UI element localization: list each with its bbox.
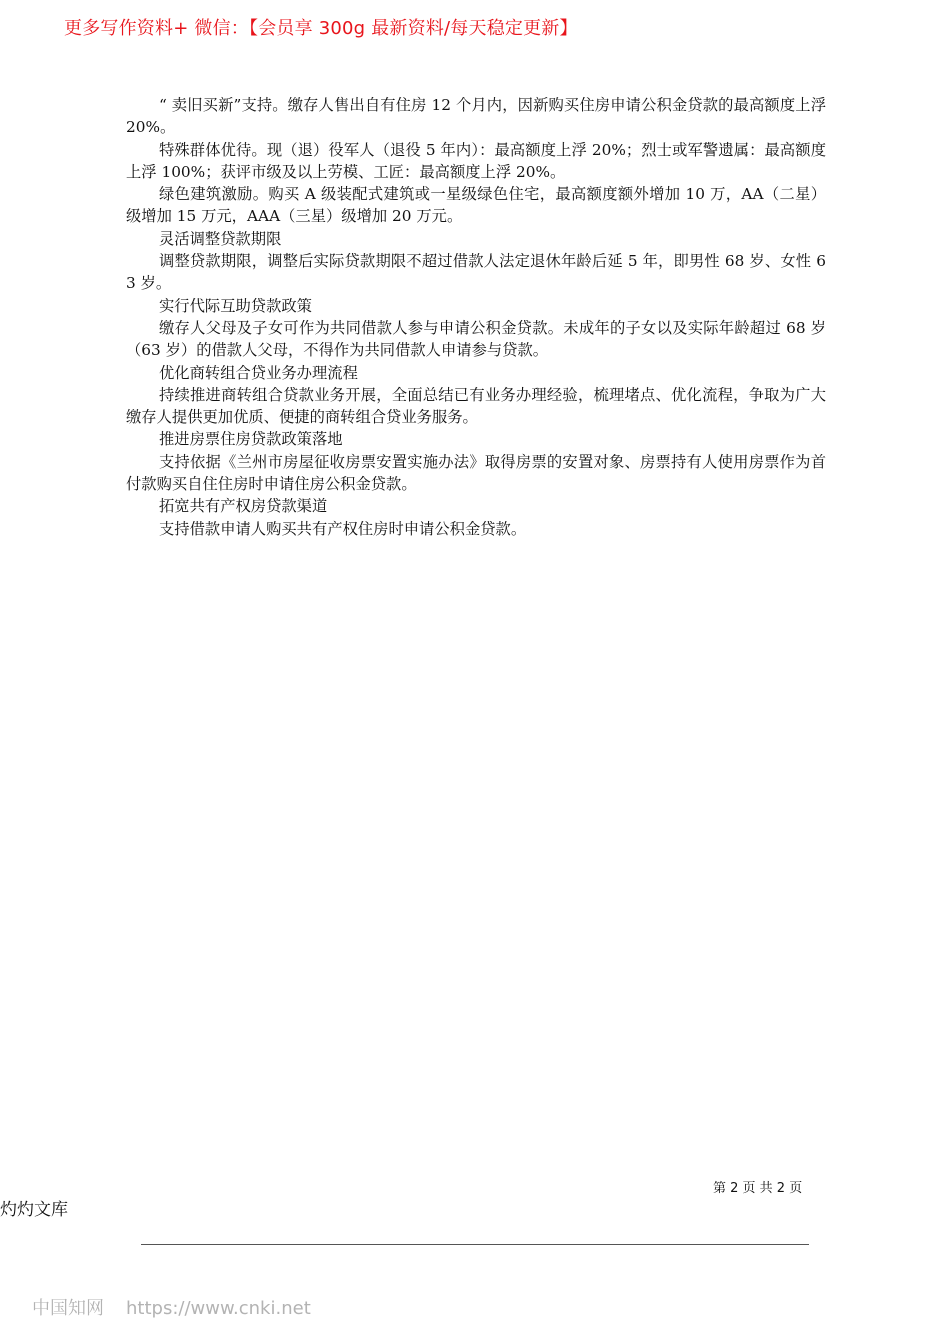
paragraph-loan-term: 调整贷款期限，调整后实际贷款期限不超过借款人法定退休年龄后延 5 年，即男性 68 岁、女性 63 岁。: [126, 252, 826, 293]
watermark-site-name: 中国知网: [32, 1298, 104, 1319]
paragraph-combo-loan: 持续推进商转组合贷款业务开展，全面总结已有业务办理经验，梳理堵点、优化流程，争取为广大缴存人提供更加优质、便捷的商转组合贷业务服务。: [126, 385, 826, 427]
paragraph-special-groups: 特殊群体优待。现（退）役军人（退役 5 年内）：最高额度上浮 20%；烈士或军警遗属：最高额度上浮 100%；获评市级及以上劳模、工匠：最高额度上浮 20%。: [126, 140, 826, 181]
document-body: [126, 94, 826, 540]
heading-housing-voucher: 推进房票住房贷款政策落地: [159, 430, 343, 449]
heading-loan-term: 灵活调整贷款期限: [159, 229, 282, 248]
watermark-url: https://www.cnki.net: [126, 1298, 311, 1319]
paragraph-trade-in: “ 卖旧买新”支持。缴存人售出自有住房 12 个月内，因新购买住房申请公积金贷款的最高额度上浮 20%。: [126, 96, 826, 137]
footer-divider: [141, 1244, 809, 1245]
library-name: 灼灼文库: [0, 1200, 68, 1220]
paragraph-intergenerational: 缴存人父母及子女可作为共同借款人参与申请公积金贷款。未成年的子女以及实际年龄超过 68 岁（63 岁）的借款人父母，不得作为共同借款人申请参与贷款。: [126, 318, 826, 360]
paragraph-housing-voucher: 支持依据《兰州市房屋征收房票安置实施办法》取得房票的安置对象、房票持有人使用房票作为首付款购买自住住房时申请住房公积金贷款。: [126, 452, 826, 494]
watermark: [32, 1294, 311, 1320]
promo-banner: 更多写作资料+ 微信：【会员享 300g 最新资料/每天稳定更新】: [64, 18, 578, 39]
heading-shared-ownership: 拓宽共有产权房贷款渠道: [159, 497, 328, 516]
heading-intergenerational: 实行代际互助贷款政策: [159, 296, 312, 315]
paragraph-shared-ownership: 支持借款申请人购买共有产权住房时申请公积金贷款。: [159, 519, 527, 538]
heading-combo-loan: 优化商转组合贷业务办理流程: [159, 363, 358, 382]
paragraph-green-building: 绿色建筑激励。购买 A 级装配式建筑或一星级绿色住宅，最高额度额外增加 10 万，AA（二星）级增加 15 万元，AAA（三星）级增加 20 万元。: [126, 185, 826, 226]
page-number: 第 2 页 共 2 页: [713, 1181, 803, 1196]
